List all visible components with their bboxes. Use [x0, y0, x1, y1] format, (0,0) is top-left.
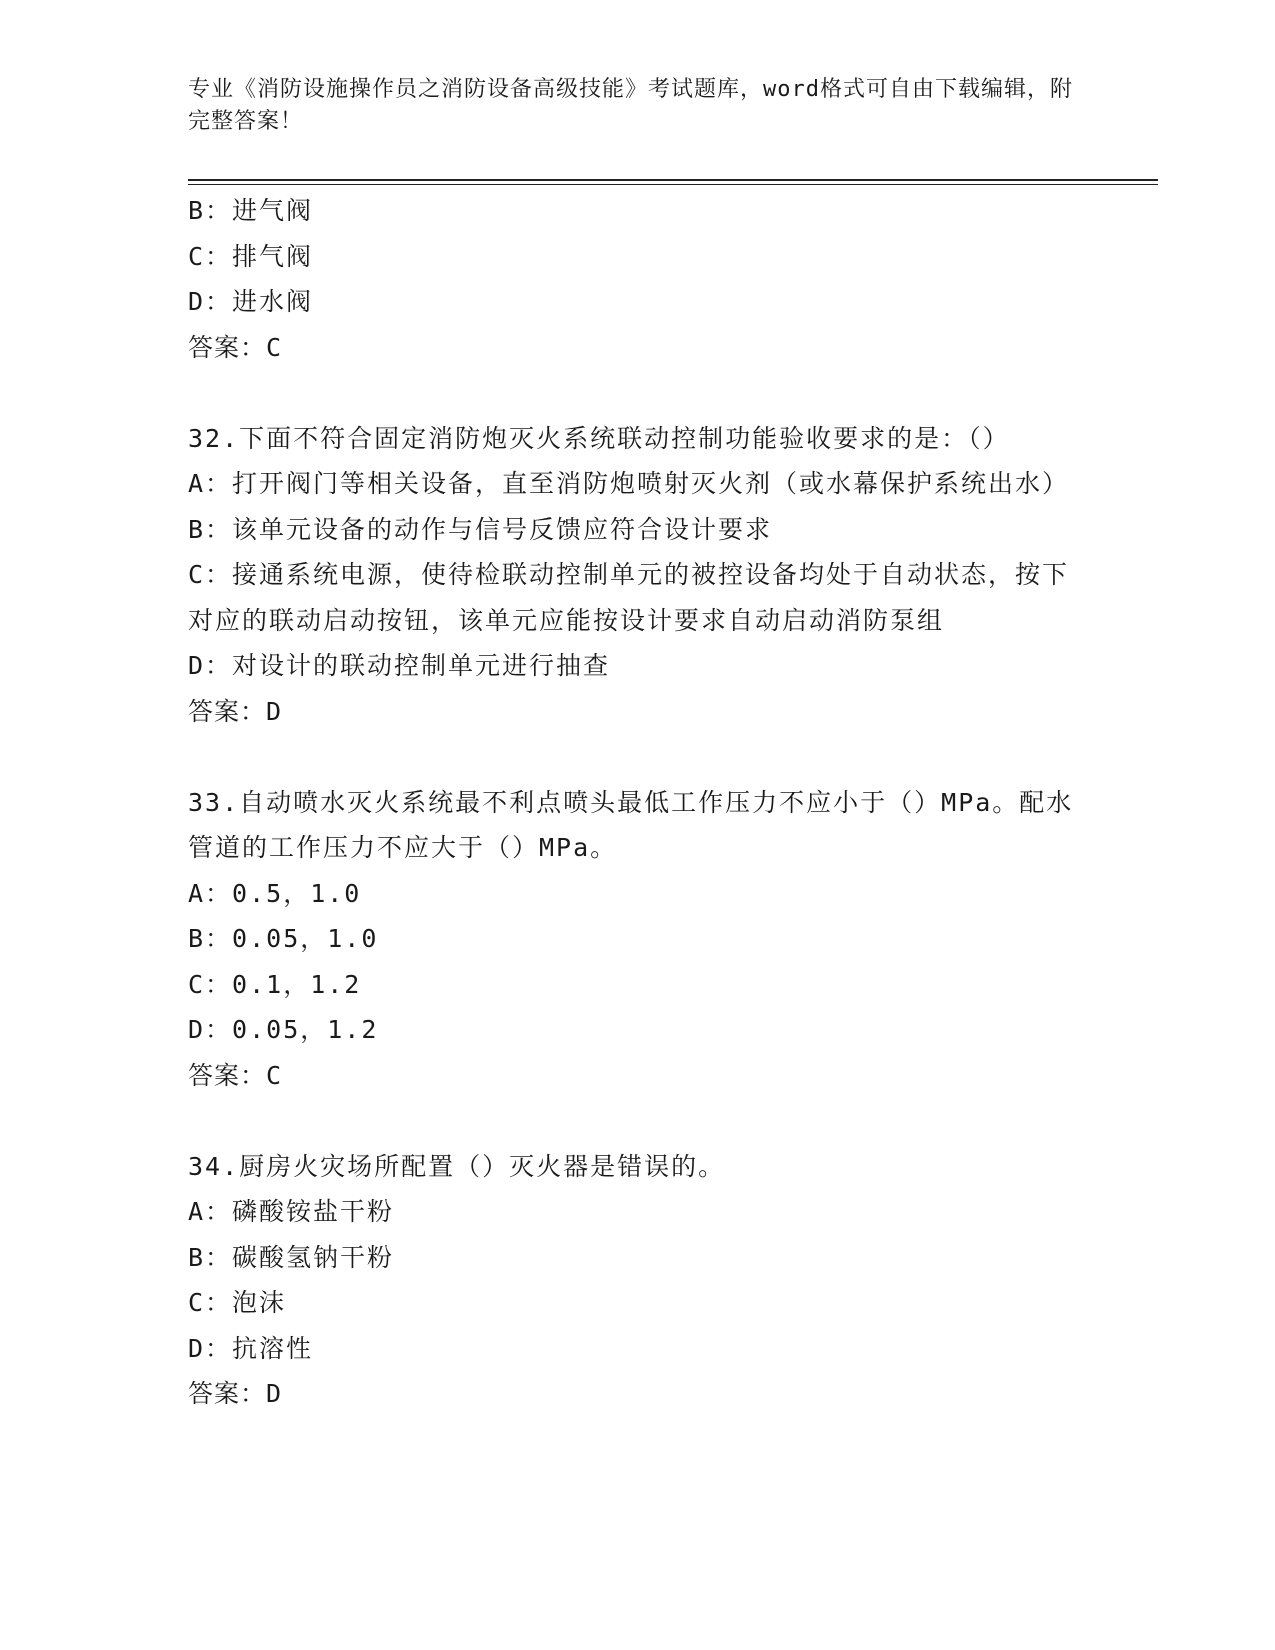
option-c: C：泡沫: [188, 1288, 287, 1317]
question-stem: 32.下面不符合固定消防炮灭火系统联动控制功能验收要求的是：（）: [188, 423, 1010, 453]
answer: 答案：D: [188, 696, 283, 726]
option-d: D：0.05，1.2: [188, 1015, 379, 1044]
header-text: 专业《消防设施操作员之消防设备高级技能》考试题库，word格式可自由下载编辑，附完整答案！: [188, 77, 1073, 134]
option-c: C：0.1，1.2: [188, 969, 362, 999]
option-a: A：磷酸铵盐干粉: [188, 1197, 395, 1226]
question-33: [188, 780, 1078, 1099]
header-rule-thin: [188, 184, 1158, 185]
option-b: B：碳酸氢钠干粉: [188, 1242, 395, 1272]
question-34: [188, 1144, 1078, 1417]
header-rule-thick: [188, 179, 1158, 181]
question-stem: 34.厨房火灾场所配置（）灭火器是错误的。: [188, 1151, 726, 1181]
option-a: A：0.5，1.0: [188, 878, 362, 908]
answer: 答案：C: [188, 1060, 283, 1090]
document-header: [188, 74, 1078, 138]
option-d: D：对设计的联动控制单元进行抽查: [188, 651, 611, 680]
option-d: D：抗溶性: [188, 1333, 314, 1363]
answer: 答案：D: [188, 1379, 283, 1408]
option-b: B：0.05，1.0: [188, 924, 379, 953]
question-32: [188, 416, 1078, 735]
option-c: C：排气阀: [188, 241, 314, 271]
question-list: [188, 188, 1078, 1417]
option-a: A：打开阀门等相关设备，直至消防炮喷射灭火剂（或水幕保护系统出水）: [188, 469, 1070, 498]
answer: 答案：C: [188, 332, 283, 362]
option-c: C：接通系统电源，使待检联动控制单元的被控设备均处于自动状态，按下对应的联动启动按钮，该单元应能按设计要求自动启动消防泵组: [188, 560, 1070, 635]
option-d: D：进水阀: [188, 287, 314, 316]
question-stem: 33.自动喷水灭火系统最不利点喷头最低工作压力不应小于（）MPa。配水管道的工作压力不应大于（）MPa。: [188, 787, 1074, 862]
prev-question-tail: [188, 188, 1078, 370]
option-b: B：该单元设备的动作与信号反馈应符合设计要求: [188, 514, 773, 544]
option-b: B：进气阀: [188, 196, 314, 225]
